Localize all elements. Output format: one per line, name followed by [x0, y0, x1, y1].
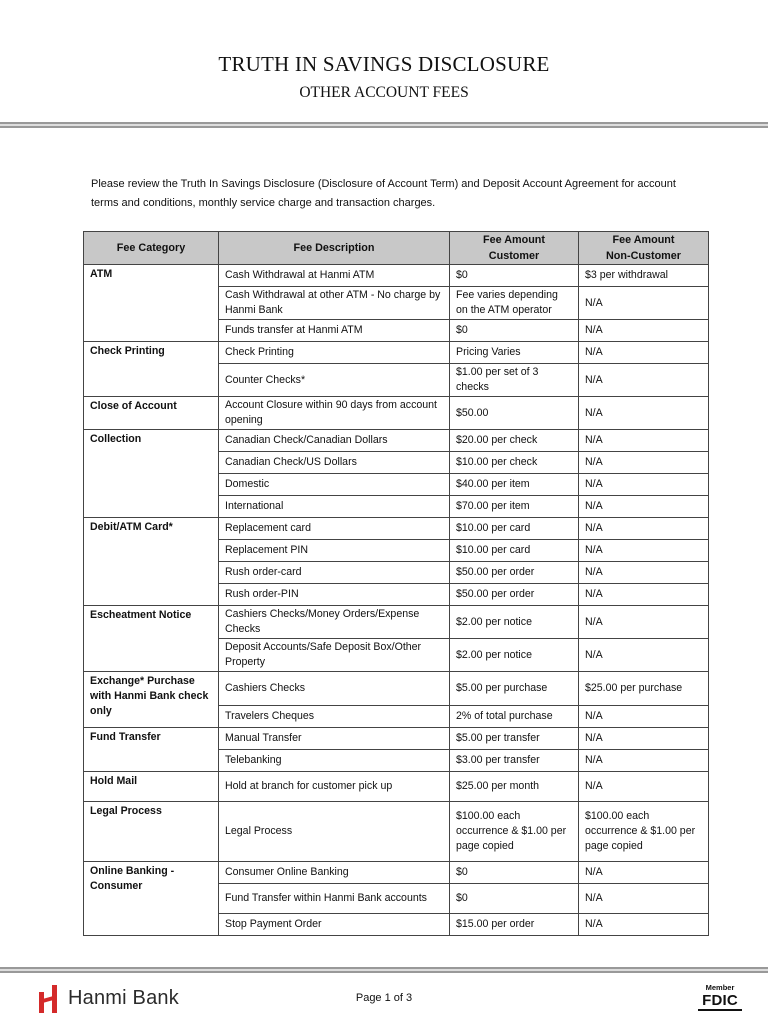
category-cell: Escheatment Notice: [84, 606, 219, 672]
noncustomer-fee-cell: N/A: [579, 342, 709, 364]
customer-fee-cell: $10.00 per check: [450, 452, 579, 474]
fee-table: [83, 231, 709, 936]
customer-fee-cell: $0: [450, 265, 579, 287]
description-cell: Rush order-PIN: [219, 584, 450, 606]
description-cell: Travelers Cheques: [219, 706, 450, 728]
customer-fee-cell: $2.00 per notice: [450, 639, 579, 672]
description-cell: Hold at branch for customer pick up: [219, 772, 450, 802]
table-row: [84, 518, 709, 540]
customer-fee-cell: $50.00 per order: [450, 562, 579, 584]
description-cell: Replacement PIN: [219, 540, 450, 562]
noncustomer-fee-cell: N/A: [579, 496, 709, 518]
table-row: [84, 265, 709, 287]
description-cell: Deposit Accounts/Safe Deposit Box/Other Property: [219, 639, 450, 672]
document-subtitle: OTHER ACCOUNT FEES: [299, 84, 469, 101]
noncustomer-fee-cell: N/A: [579, 430, 709, 452]
category-cell: Online Banking - Consumer: [84, 862, 219, 936]
table-row: [84, 397, 709, 430]
noncustomer-fee-cell: N/A: [579, 884, 709, 914]
customer-fee-cell: $100.00 each occurrence & $1.00 per page copied: [450, 802, 579, 862]
noncustomer-fee-cell: N/A: [579, 639, 709, 672]
customer-fee-cell: $70.00 per item: [450, 496, 579, 518]
description-cell: Domestic: [219, 474, 450, 496]
noncustomer-fee-cell: $100.00 each occurrence & $1.00 per page copied: [579, 802, 709, 862]
description-cell: Rush order-card: [219, 562, 450, 584]
noncustomer-fee-cell: $3 per withdrawal: [579, 265, 709, 287]
table-row: [84, 342, 709, 364]
header-fee-category: Fee Category: [84, 232, 219, 265]
customer-fee-cell: $1.00 per set of 3 checks: [450, 364, 579, 397]
noncustomer-fee-cell: $25.00 per purchase: [579, 672, 709, 706]
description-cell: Cash Withdrawal at Hanmi ATM: [219, 265, 450, 287]
noncustomer-fee-cell: N/A: [579, 287, 709, 320]
description-cell: Consumer Online Banking: [219, 862, 450, 884]
fdic-badge: [698, 983, 742, 1011]
customer-fee-cell: $5.00 per purchase: [450, 672, 579, 706]
fdic-member-label: Member: [705, 983, 735, 992]
noncustomer-fee-cell: N/A: [579, 452, 709, 474]
customer-fee-cell: $0: [450, 320, 579, 342]
table-row: [84, 728, 709, 750]
customer-fee-cell: $5.00 per transfer: [450, 728, 579, 750]
table-row: [84, 430, 709, 452]
description-cell: Cashiers Checks/Money Orders/Expense Checks: [219, 606, 450, 639]
table-row: [84, 802, 709, 862]
noncustomer-fee-cell: N/A: [579, 772, 709, 802]
document-title: TRUTH IN SAVINGS DISCLOSURE: [218, 52, 550, 76]
table-row: [84, 606, 709, 639]
noncustomer-fee-cell: N/A: [579, 364, 709, 397]
category-cell: Collection: [84, 430, 219, 518]
description-cell: International: [219, 496, 450, 518]
header-fee-description: Fee Description: [219, 232, 450, 265]
header-fee-amount-noncustomer: [579, 232, 709, 265]
header-fee-amount-customer: [450, 232, 579, 265]
customer-fee-cell: $25.00 per month: [450, 772, 579, 802]
description-cell: Replacement card: [219, 518, 450, 540]
description-cell: Stop Payment Order: [219, 914, 450, 936]
noncustomer-fee-cell: N/A: [579, 518, 709, 540]
customer-fee-cell: $2.00 per notice: [450, 606, 579, 639]
noncustomer-fee-cell: N/A: [579, 914, 709, 936]
table-header-row: [84, 232, 709, 265]
description-cell: Manual Transfer: [219, 728, 450, 750]
customer-fee-cell: $10.00 per card: [450, 518, 579, 540]
table-row: [84, 672, 709, 706]
category-cell: Hold Mail: [84, 772, 219, 802]
description-cell: Canadian Check/Canadian Dollars: [219, 430, 450, 452]
noncustomer-fee-cell: N/A: [579, 584, 709, 606]
description-cell: Legal Process: [219, 802, 450, 862]
table-row: [84, 772, 709, 802]
customer-fee-cell: $3.00 per transfer: [450, 750, 579, 772]
description-cell: Canadian Check/US Dollars: [219, 452, 450, 474]
noncustomer-fee-cell: N/A: [579, 397, 709, 430]
description-cell: Counter Checks*: [219, 364, 450, 397]
category-cell: Close of Account: [84, 397, 219, 430]
intro-paragraph: Please review the Truth In Savings Disclosure (Disclosure of Account Term) and Deposit Account Agreement for account terms and conditions, monthly service charge and transaction charges.: [91, 178, 676, 209]
category-cell: Debit/ATM Card*: [84, 518, 219, 606]
noncustomer-fee-cell: N/A: [579, 750, 709, 772]
noncustomer-fee-cell: N/A: [579, 562, 709, 584]
description-cell: Funds transfer at Hanmi ATM: [219, 320, 450, 342]
customer-fee-cell: $0: [450, 884, 579, 914]
customer-fee-cell: Fee varies depending on the ATM operator: [450, 287, 579, 320]
header-divider: [0, 122, 768, 128]
description-cell: Check Printing: [219, 342, 450, 364]
fdic-label: FDIC: [698, 992, 742, 1011]
customer-fee-cell: $50.00 per order: [450, 584, 579, 606]
noncustomer-fee-cell: N/A: [579, 540, 709, 562]
customer-fee-cell: $20.00 per check: [450, 430, 579, 452]
description-cell: Telebanking: [219, 750, 450, 772]
footer-divider: [0, 967, 768, 973]
header-noncustomer-line1: Fee Amount: [612, 234, 675, 246]
header-noncustomer-line2: Non-Customer: [606, 250, 681, 262]
description-cell: Cashiers Checks: [219, 672, 450, 706]
header-customer-line2: Customer: [488, 250, 540, 262]
customer-fee-cell: $50.00: [450, 397, 579, 430]
noncustomer-fee-cell: N/A: [579, 728, 709, 750]
noncustomer-fee-cell: N/A: [579, 606, 709, 639]
description-cell: Fund Transfer within Hanmi Bank accounts: [219, 884, 450, 914]
customer-fee-cell: $10.00 per card: [450, 540, 579, 562]
customer-fee-cell: $15.00 per order: [450, 914, 579, 936]
description-cell: Cash Withdrawal at other ATM - No charge by Hanmi Bank: [219, 287, 450, 320]
header-customer-line1: Fee Amount: [483, 234, 545, 246]
category-cell: Exchange* Purchase with Hanmi Bank check only: [84, 672, 219, 728]
page-number: Page 1 of 3: [355, 992, 413, 1004]
customer-fee-cell: 2% of total purchase: [450, 706, 579, 728]
noncustomer-fee-cell: N/A: [579, 862, 709, 884]
customer-fee-cell: $0: [450, 862, 579, 884]
description-cell: Account Closure within 90 days from account opening: [219, 397, 450, 430]
customer-fee-cell: $40.00 per item: [450, 474, 579, 496]
category-cell: Fund Transfer: [84, 728, 219, 772]
noncustomer-fee-cell: N/A: [579, 474, 709, 496]
customer-fee-cell: Pricing Varies: [450, 342, 579, 364]
noncustomer-fee-cell: N/A: [579, 320, 709, 342]
category-cell: Legal Process: [84, 802, 219, 862]
table-row: [84, 862, 709, 884]
noncustomer-fee-cell: N/A: [579, 706, 709, 728]
category-cell: ATM: [84, 265, 219, 342]
bank-name: Hanmi Bank: [68, 986, 179, 1009]
category-cell: Check Printing: [84, 342, 219, 397]
